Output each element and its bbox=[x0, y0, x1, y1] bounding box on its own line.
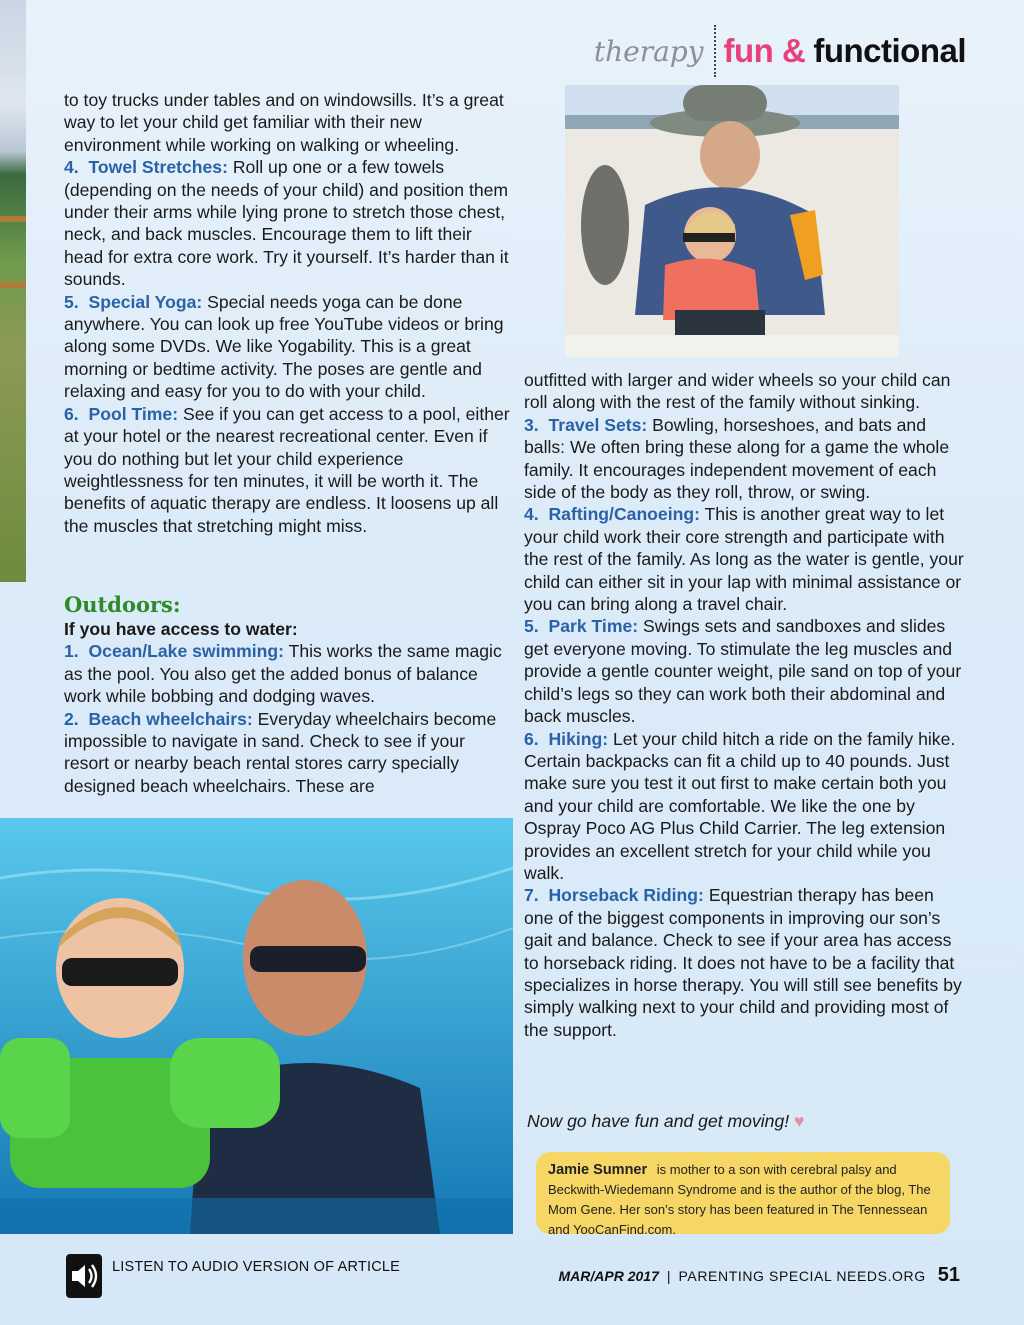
item-title: Travel Sets: bbox=[548, 414, 648, 435]
audio-label[interactable]: LISTEN TO AUDIO VERSION OF ARTICLE bbox=[112, 1259, 401, 1275]
item-number: 6. bbox=[524, 728, 539, 749]
item-title: Special Yoga: bbox=[88, 291, 203, 312]
item-title: Pool Time: bbox=[88, 403, 179, 424]
footer-separator: | bbox=[666, 1268, 671, 1284]
item-title: Beach wheelchairs: bbox=[88, 708, 253, 729]
item-title: Towel Stretches: bbox=[88, 157, 228, 178]
author-name: Jamie Sumner bbox=[548, 1162, 648, 1178]
continuation-paragraph: outfitted with larger and wider wheels so your child can roll along with the rest of the family without sinking. bbox=[524, 370, 951, 413]
intro-paragraph: to toy trucks under tables and on windowsills. It’s a great way to let your child get familiar with their new environment while working on walking or wheeling. bbox=[64, 90, 504, 155]
page-number: 51 bbox=[937, 1264, 960, 1286]
header-functional: functional bbox=[813, 32, 966, 69]
item-text: Everyday wheelchairs become impossible to navigate in sand. Check to see if your resort or nearby beach rental stores carry specially designed beach wheelchairs. These are bbox=[64, 708, 497, 796]
speaker-icon[interactable] bbox=[66, 1254, 102, 1298]
right-column-hiking bbox=[527, 780, 963, 802]
item-text: Special needs yoga can be done anywhere. You can look up free YouTube videos or bring along some DVDs. We like Yogability. This is a great morning or bedtime activity. The poses are gentle and relaxing and easy for you to do with your child. bbox=[64, 291, 504, 402]
site-name: PARENTING SPECIAL NEEDS.ORG bbox=[678, 1268, 926, 1284]
item-title: Park Time: bbox=[548, 616, 639, 637]
right-column-bottom bbox=[527, 938, 963, 960]
item-title: Ocean/Lake swimming: bbox=[88, 641, 285, 662]
page-footer bbox=[558, 1264, 960, 1287]
item-text: This works the same magic as the pool. You also get the added bonus of balance work while bobbing and dodging waves. bbox=[64, 641, 502, 707]
list-item bbox=[64, 291, 512, 403]
list-item bbox=[64, 156, 512, 290]
list-item bbox=[527, 938, 963, 960]
beach-photo bbox=[565, 85, 899, 357]
list-item bbox=[524, 615, 964, 727]
item-number: 4. bbox=[64, 157, 79, 178]
issue-date: MAR/APR 2017 bbox=[558, 1268, 659, 1284]
item-text: Equestrian therapy has been one of the biggest components in improving our son’s gait and balance. Check to see if your area has access to horseback riding. It does not have to be a facility that specializes in horse therapy. You will still see benefits by simply walking next to your child and providing most of the support. bbox=[524, 885, 962, 1040]
author-bio-text: is mother to a son with cerebral palsy and Beckwith-Wiedemann Syndrome and is the author of the blog, The Mom Gene. Her son’s story has been featured in The Tennessean and YooCanFind.com. bbox=[548, 1162, 931, 1237]
header-divider bbox=[714, 25, 716, 77]
audio-link[interactable] bbox=[66, 1254, 400, 1298]
fence-rail bbox=[0, 216, 26, 222]
list-item bbox=[524, 414, 964, 504]
item-text: Roll up one or a few towels (depending on the needs of your child) and position them under their arms while lying prone to stretch those chest, neck, and back muscles. Encourage them to lift their head for extra core work. Try it yourself. It’s harder than it sounds. bbox=[64, 157, 509, 290]
pool-photo bbox=[0, 818, 513, 1234]
item-text: See if you can get access to a pool, either at your hotel or the nearest recreational center. Even if you do nothing but let your child experience weightlessness for ten minutes, it will be worth it. The benefits of aquatic therapy are endless. It loosens up all the muscles that stretching might miss. bbox=[64, 403, 510, 536]
list-item bbox=[64, 640, 512, 707]
closing-line bbox=[527, 1110, 963, 1132]
item-text: Swings sets and sandboxes and slides get everyone moving. To stimulate the leg muscles and provide a gentle counter weight, pile sand on top of your child’s legs so they can work both their abdominal and back muscles. bbox=[524, 616, 962, 727]
item-title: Hiking: bbox=[548, 728, 609, 749]
list-item bbox=[527, 780, 963, 802]
header-therapy: therapy bbox=[593, 34, 704, 68]
outdoors-title: Outdoors: bbox=[64, 592, 181, 617]
list-item bbox=[64, 403, 512, 537]
outdoors-subhead: If you have access to water: bbox=[64, 619, 298, 639]
item-number: 6. bbox=[64, 403, 79, 424]
closing-block bbox=[527, 1110, 963, 1132]
fence-rail bbox=[0, 282, 26, 288]
item-number: 4. bbox=[524, 504, 539, 525]
item-title: Rafting/Canoeing: bbox=[548, 504, 700, 525]
pool-photo-illustration bbox=[0, 818, 513, 1234]
item-number: 5. bbox=[64, 291, 79, 312]
header-fun: fun & bbox=[723, 32, 806, 69]
list-item bbox=[524, 503, 964, 615]
list-item bbox=[524, 884, 964, 1041]
item-title: Horseback Riding: bbox=[548, 885, 704, 906]
closing-text: Now go have fun and get moving! bbox=[527, 1111, 790, 1131]
author-bio bbox=[536, 1152, 950, 1237]
item-text: Bowling, horseshoes, and bats and balls: We often bring these along for a game the whole family. It encourages independent movement of each side of the body as they roll, throw, or swing. bbox=[524, 414, 950, 503]
edge-landscape-photo bbox=[0, 0, 26, 582]
list-item bbox=[64, 708, 512, 798]
left-column-top bbox=[64, 89, 512, 537]
item-number: 5. bbox=[524, 616, 539, 637]
item-number: 1. bbox=[64, 641, 79, 662]
list-item bbox=[524, 728, 964, 885]
item-text: Let your child hitch a ride on the family hike. Certain backpacks can fit a child up to 40 pounds. Just make sure you test it out first to make certain both you and your child are comfortable. We like the one by Ospray Poco AG Plus Child Carrier. The leg extension provides an excellent stretch for your child while you walk. bbox=[524, 728, 956, 883]
item-text: This is another great way to let your child work their core strength and participate with the rest of the family. As long as the water is gentle, your child can either sit in your lap with minimal assistance or you can bring along a travel chair. bbox=[524, 504, 964, 615]
item-number: 2. bbox=[64, 708, 79, 729]
heart-icon: ♥ bbox=[794, 1111, 805, 1131]
beach-photo-illustration bbox=[565, 85, 899, 357]
item-number: 3. bbox=[524, 414, 539, 435]
outdoors-section bbox=[64, 592, 512, 797]
item-number: 7. bbox=[524, 885, 539, 906]
section-header bbox=[594, 26, 966, 76]
